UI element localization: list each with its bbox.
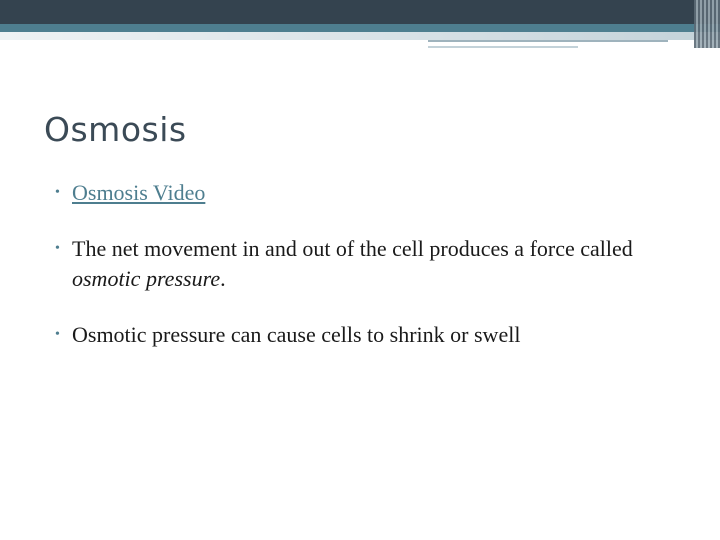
slide-body bbox=[52, 178, 652, 376]
bullet-item-osmotic-pressure bbox=[52, 320, 652, 350]
slide-title: Osmosis bbox=[44, 110, 187, 149]
header-band bbox=[0, 0, 720, 24]
osmosis-video-link[interactable]: Osmosis Video bbox=[72, 180, 206, 205]
bullet-icon: • bbox=[55, 185, 60, 200]
header-light-band bbox=[0, 32, 720, 40]
bullet-item-net-movement bbox=[52, 234, 652, 294]
header-accent-band bbox=[0, 24, 720, 32]
bullet-item-video bbox=[52, 178, 652, 208]
decorative-line bbox=[428, 46, 578, 48]
decorative-line bbox=[428, 40, 668, 42]
bullet-icon: • bbox=[55, 241, 60, 256]
bullet-text: Osmotic pressure can cause cells to shrink or swell bbox=[72, 322, 521, 347]
bullet-emphasis: osmotic pressure bbox=[72, 266, 221, 291]
bullet-text: The net movement in and out of the cell produces a force called bbox=[72, 236, 633, 261]
bullet-icon: • bbox=[55, 327, 60, 342]
bullet-text-end: . bbox=[220, 266, 226, 291]
header-stripes bbox=[694, 0, 720, 48]
